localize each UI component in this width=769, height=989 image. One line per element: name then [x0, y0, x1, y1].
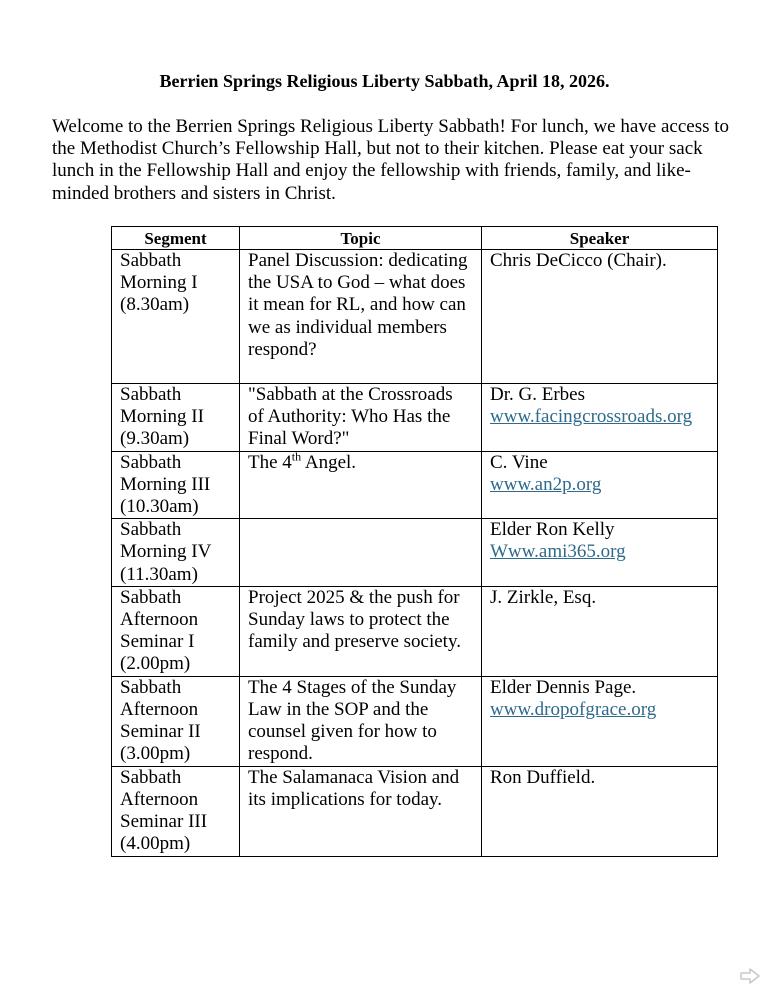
topic-cell: "Sabbath at the Crossroads of Authority: Who Has the Final Word?" — [240, 384, 482, 452]
topic-superscript: th — [291, 449, 302, 464]
segment-cell: Sabbath Morning I (8.30am) — [112, 250, 240, 384]
speaker-cell — [482, 384, 718, 452]
segment-cell: Sabbath Morning IV (11.30am) — [112, 519, 240, 587]
table-row — [112, 384, 718, 452]
speaker-website-link[interactable]: www.an2p.org — [490, 473, 602, 495]
header-speaker: Speaker — [482, 227, 718, 250]
table-row — [112, 766, 718, 856]
topic-text: Angel. — [301, 451, 357, 473]
segment-cell: Sabbath Morning III (10.30am) — [112, 451, 240, 519]
segment-cell: Sabbath Afternoon Seminar III (4.00pm) — [112, 766, 240, 856]
topic-cell: Project 2025 & the push for Sunday laws to protect the family and preserve society. — [240, 586, 482, 676]
speaker-name: Chris DeCicco (Chair). — [490, 250, 667, 271]
speaker-name: Elder Ron Kelly — [490, 519, 615, 541]
topic-cell: Panel Discussion: dedicating the USA to God – what does it mean for RL, and how can we as individual members respond? — [240, 250, 482, 384]
intro-paragraph: Welcome to the Berrien Springs Religious Liberty Sabbath! For lunch, we have access to the Methodist Church’s Fellowship Hall, but not to their kitchen. Please eat your sack lunch in the Fellowship Hall and enjoy the fellowship with friends, family, and like-minded brothers and sisters in Christ. — [52, 116, 730, 204]
table-row — [112, 586, 718, 676]
table-row — [112, 250, 718, 384]
speaker-name: Dr. G. Erbes — [490, 384, 585, 405]
speaker-cell — [482, 519, 718, 587]
speaker-website-link[interactable]: www.facingcrossroads.org — [490, 406, 693, 428]
speaker-website-link[interactable]: Www.ami365.org — [490, 541, 626, 563]
topic-cell: The Salamanaca Vision and its implications for today. — [240, 766, 482, 856]
speaker-name: Elder Dennis Page. — [490, 676, 637, 698]
header-segment: Segment — [112, 227, 240, 250]
document-title: Berrien Springs Religious Liberty Sabbath, April 18, 2026. — [159, 71, 610, 91]
speaker-name: C. Vine — [490, 451, 548, 473]
header-topic: Topic — [240, 227, 482, 250]
table-row — [112, 451, 718, 519]
table-row — [112, 676, 718, 766]
table-header-row — [112, 227, 718, 250]
topic-text: The 4 — [248, 451, 292, 473]
speaker-name: Ron Duffield. — [490, 766, 596, 788]
table-row — [112, 519, 718, 587]
topic-cell — [240, 451, 482, 519]
schedule-table — [111, 226, 718, 857]
arrow-right-icon[interactable] — [739, 968, 761, 984]
speaker-cell — [482, 451, 718, 519]
speaker-website-link[interactable]: www.dropofgrace.org — [490, 699, 657, 721]
speaker-cell — [482, 586, 718, 676]
speaker-cell — [482, 676, 718, 766]
speaker-name: J. Zirkle, Esq. — [490, 586, 597, 608]
speaker-cell — [482, 766, 718, 856]
topic-cell — [240, 519, 482, 587]
speaker-cell — [482, 250, 718, 384]
segment-cell: Sabbath Morning II (9.30am) — [112, 384, 240, 452]
segment-cell: Sabbath Afternoon Seminar I (2.00pm) — [112, 586, 240, 676]
segment-cell: Sabbath Afternoon Seminar II (3.00pm) — [112, 676, 240, 766]
topic-cell: The 4 Stages of the Sunday Law in the SOP and the counsel given for how to respond. — [240, 676, 482, 766]
